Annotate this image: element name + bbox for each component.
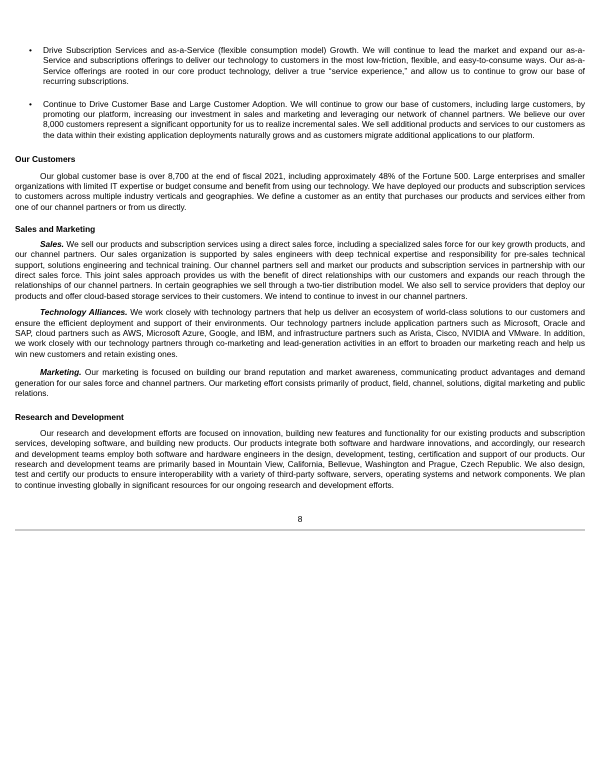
paragraph-research-and-development [15, 428, 585, 490]
footer-divider [15, 529, 585, 531]
paragraph-lead: Technology Alliances. [40, 307, 128, 318]
paragraph-text: We work closely with technology partners that help us deliver an ecosystem of world-class solutions to our customers and ensure the efficient deployment and support of their environments. Our technology partners include application partners such as Microsoft, Oracle and SAP, cloud partners such as AWS, Microsoft Azure, Google, and IBM, and infrastructure partners such as Arista, Cisco, NVIDIA and VMware. In addition, we work closely with our technology partners through co-marketing and lead-generation activities in an effort to broaden our marketing reach and help us win new customers and retain existing ones. [15, 307, 585, 359]
paragraph-text: Our research and development efforts are focused on innovation, building new features and functionality for our existing products and subscription services, developing software, and building new products. Our products integrate both software and hardware innovations, and accordingly, our research and development teams employ both software and hardware engineers in the design, development, testing, certification and support of our products. Our research and development teams are primarily based in Mountain View, California, Bellevue, Washington and Prague, Czech Republic. We also design, test and certify our products to ensure interoperability with a variety of third-party software, servers, operating systems and network components. We plan to continue investing globally in significant resources for our ongoing research and development efforts. [15, 427, 585, 490]
paragraph-text: Our marketing is focused on building our brand reputation and market awareness, communicating product advantages and demand generation for our sales force and channel partners. Our marketing effort consists primarily of product, field, channel, solutions, digital marketing and public relations. [15, 367, 585, 398]
paragraph-sales [15, 239, 585, 301]
heading-research-and-development: Research and Development [15, 412, 124, 423]
list-item [15, 99, 585, 141]
bullet-icon: • [29, 98, 32, 109]
paragraph-marketing [15, 367, 585, 398]
bullet-text: Continue to Drive Customer Base and Large Customer Adoption. We will continue to grow our base of customers, including large customers, by promoting our platform, increasing our investment in sales and marketing and leveraging our network of channel partners. We believe our over 8,000 customers represent a significant opportunity for us to realize incremental sales. We sell additional products and services to our customers as the data within their existing application deployments naturally grows and as customers migrate additional applications to our platform. [43, 98, 585, 140]
bullet-text: Drive Subscription Services and as-a-Service (flexible consumption model) Growth. We will continue to lead the market and expand our as-a-Service and subscriptions offerings to deliver our technology to customers in the most low-friction, flexible, and easy-to-consume ways. Our as-a-Service offerings are rooted in our core product technology, deliver a true “service experience,” and allow us to continue to grow our base of recurring subscriptions. [43, 45, 585, 87]
heading-our-customers: Our Customers [15, 154, 76, 165]
paragraph-our-customers [15, 171, 585, 213]
paragraph-lead: Sales. [40, 238, 64, 249]
paragraph-lead: Marketing. [40, 367, 82, 378]
list-item [15, 45, 585, 87]
bullet-icon: • [29, 45, 32, 55]
paragraph-text: Our global customer base is over 8,700 at the end of fiscal 2021, including approximately 48% of the Fortune 500. Large enterprises and smaller organizations with limited IT expertise or budget consume and benefit from using our technology. We have deployed our products and subscription services to customers across multiple industry verticals and geographies. We define a customer as an entity that purchases our products and services either from one of our channel partners or from us directly. [15, 170, 585, 212]
page-number: 8 [297, 514, 303, 525]
bullet-list [15, 45, 585, 140]
heading-sales-and-marketing: Sales and Marketing [15, 224, 96, 235]
paragraph-technology-alliances [15, 307, 585, 359]
paragraph-text: We sell our products and subscription services using a direct sales force, including a specialized sales force for our key growth products, and our channel partners. Our sales organization is supported by sales engineers with deep technical expertise and responsibility for pre-sales technical support, solutions engineering and technical training. Our channel partners sell and market our products and subscription services in partnership with our direct sales force. This joint sales approach provides us with the benefit of direct relationships with our customers and expands our reach through the relationships of our channel partners. In certain geographies we sell through a two-tier distribution model. We also sell to service providers that deploy our products and offer cloud-based storage services to their customers. We intend to continue to invest in our channel partners. [15, 238, 585, 301]
